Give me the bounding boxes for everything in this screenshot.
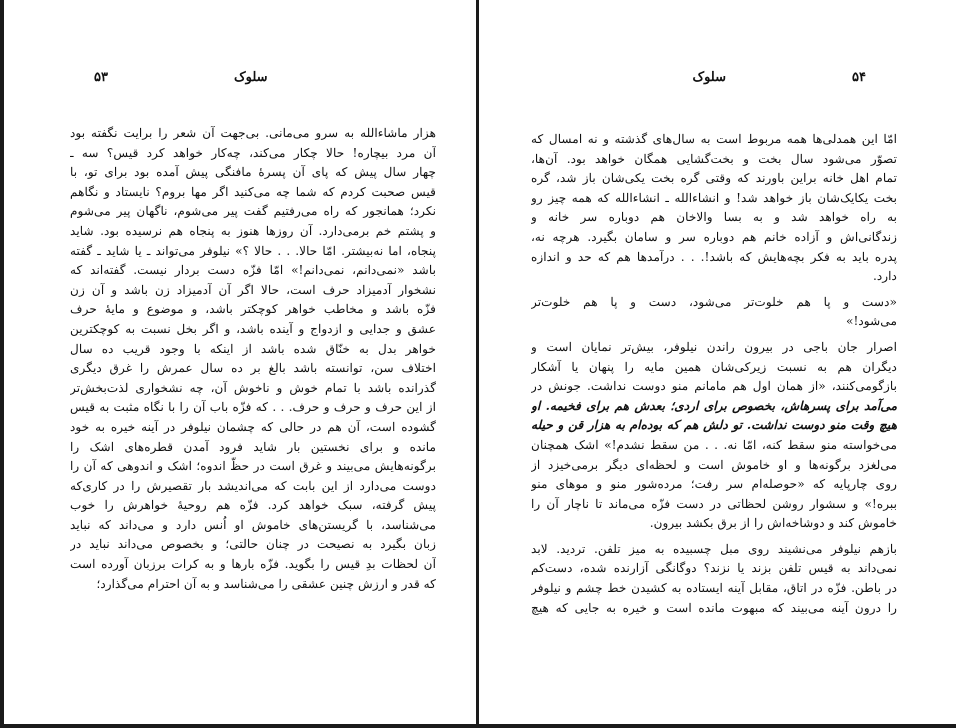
text-line: آن لحظات بدِ قیس را بگوید. فزّه بارها و به کرات برزبان آورده است (70, 557, 436, 572)
text-line: عشق و جدایی و ازدواج و آینده باشد، و اگر بخل نسبت به کوچکترین (70, 321, 436, 336)
text-line: نکرد؛ همانجور که راه می‌رفتیم گفت پیر می‌شوم، ناگهان پیر می‌شوم (70, 204, 436, 219)
text-line: دوست می‌دارد از این بابت که می‌اندیشد بار تقصیرش را در کاری‌که (70, 478, 436, 493)
text-line: که قدر و ارزش چنین عشقی را می‌شناسد و به آن احترام می‌گذارد؛ (96, 576, 436, 591)
left-running-head: سلوک (234, 70, 268, 85)
right-page (479, 0, 956, 724)
text-line: هزار ماشاءالله به سرو می‌مانی. بی‌جهت آن شعر را برایت نگفته بود (70, 126, 436, 140)
text-line: خاموش کند و دوشاخه‌اش را از برق بکشد بیرون. (649, 516, 897, 531)
text-line: ببره!» و سشوار روشن لحظاتی در دست فزّه می‌ماند تا ناچار آن را (531, 496, 897, 511)
text-line: بخت یکایک‌شان باز خواهد شد! و انشاءالله ـ انشاءالله که همه چیز رو (531, 190, 897, 205)
text-line: دیگران هم به نسبت زیرکی‌شان همین مایه را پنهان یا آشکار (531, 359, 897, 374)
text-line: تصوّر می‌شود سال بخت و بخت‌گشایی همگان خواهد بود. آن‌ها، (531, 151, 897, 166)
text-line: چهار سال پیش که پای آن پسرهٔ مافنگی پیش آمده بود برای تو، با (70, 165, 436, 180)
left-page-number: ۵۳ (94, 70, 108, 85)
text-line: می‌خواسته منو سقط کنه، امّا نه. . . من سقط نشدم!» اشک همچنان (531, 437, 897, 452)
right-page-number: ۵۴ (852, 70, 866, 85)
text-line: پدره باید به فکر بچه‌هایش که باشد!. . . درآمدها هم که حد و اندازه (531, 249, 897, 264)
text-line: زبان بگیرد به نصیحت در چنان حالتی؛ و بخصوص می‌داند نباید در (70, 537, 436, 552)
text-line: را درون آینه می‌بیند که مبهوت مانده است و خیره به جایی که هیچ (531, 600, 897, 615)
text-line: «دست و پا هم خلوت‌تر می‌شود، دست و پا هم خلوت‌تر (531, 294, 897, 309)
text-line: نشخوار آدمیزاد حرف است، حالا اگر آن آدمیزاد زن باشد و آن زن (70, 282, 436, 297)
right-running-head: سلوک (692, 70, 726, 85)
text-line: نمی‌داند به قیس تلفن بزند یا نزند؟ دوگانگی آزارنده شده، دست‌کم (531, 561, 897, 576)
text-line: اصرار جان باجی در بیرون راندن نیلوفر، بیش‌تر نمایان است و (531, 339, 897, 354)
text-line: فزّه باشد و مخاطب خواهر کوچکتر باشد، و موضوع و مایهٔ حرف (70, 302, 436, 317)
text-line: برگونه‌هایش می‌بیند و غرق است در حظّ اندوه؛ اشک و اندوهی که آن را (70, 459, 436, 474)
text-line: تمام اهل خانه براین باورند که وقتی گره بخت یکی‌شان باز شد، گره (531, 171, 897, 186)
text-line: پنجاه، اما نه‌بیشتر. امّا حالا. . . حالا ؟» نیلوفر می‌تواند ـ یا شاید ـ گفته (70, 243, 436, 258)
text-line: روی چارپایه که «حوصله‌ام سر رفت؛ مرده‌شور منو و موهای منو (531, 477, 897, 492)
left-page-body (70, 124, 436, 594)
text-line: می‌شود!» (846, 314, 897, 329)
text-line: و پشتم خم برمی‌دارد. آن روزها هنوز به پنجاه هم نرسیده بود. شاید (70, 223, 436, 238)
page-bottom-edge (0, 724, 956, 728)
text-line: پیش گرفته، سبک خواهد کرد. فزّه هم روحیهٔ خواهرش را خوب (70, 498, 436, 513)
text-line: خواهر بدل به خنّاق شده باشد از اینکه با وجود قریب ده سال (70, 341, 436, 356)
text-line: امّا این همدلی‌ها همه مربوط است به سال‌های گذشته و نه امسال که (531, 132, 897, 146)
text-line: باشد «نمی‌دانم، نمی‌دانم!» امّا فزّه دست بردار نیست. گفته‌اند که (70, 263, 436, 278)
text-line: بازگومی‌کنند، «از همان اول هم مامانم منو دوست نداشت. جونش در (531, 379, 897, 394)
text-line: در باطن. فزّه در اتاق، مقابل آینه ایستاده به کشیدن خط چشم و نیلوفر (531, 581, 897, 596)
text-line: آن مرد بیچاره! حالا چکار می‌کند، چه‌کار خواهد کرد قیس؟ سه ـ (70, 145, 436, 160)
text-line: مانده و برای نخستین بار شاید فرود آمدن قطره‌های اشک را (70, 439, 436, 454)
text-line: می‌شناسد، با گریستن‌های خاموش او اُنس دارد و می‌داند که نباید (70, 517, 436, 532)
text-line: دارد. (872, 269, 897, 284)
text-line: زندگانی‌اش و آزاده خانم هم دوباره سر و سامان بگیرد. هرچه نه، (531, 229, 897, 244)
text-line: قیس صحبت کردم که شما چه می‌کنید اگر مها بروم؟ نایستاد و نگاهم (70, 184, 436, 199)
text-line: از این حرف و حرف و حرف. . . که فزّه باب آن را با نگاه مثبت به قیس (70, 400, 436, 415)
text-line-emphasis: می‌آمد برای پسرهاش، بخصوص برای اردی؛ بعدش هم برای فخیمه. او (531, 398, 897, 413)
text-line-emphasis: هیچ وقت منو دوست نداشت. تو دلش هم که بودەام به هزار قن و حیله (531, 418, 897, 433)
text-line: گذرانده باشد با تمام خوش و ناخوش آن، چه نشخواری لذت‌بخش‌تر (70, 380, 436, 395)
text-line: گشوده است، آن هم در حالی که چشمان نیلوفر در آینه خیره به خود (70, 419, 436, 434)
text-line: به راه خواهد شد و به بسا والاخان هم دوباره سر خانه و (531, 210, 897, 225)
text-line: می‌لغزد برگونه‌ها و او خاموش است و لحظه‌ای دیگر برمی‌خیزد از (531, 457, 897, 472)
left-page (4, 0, 476, 724)
text-line: اختلاف سن، توانسته باشد بالغ بر ده سال عمرش را غرق دیگری (70, 361, 436, 376)
right-page-body (531, 130, 897, 618)
text-line: بازهم نیلوفر می‌نشیند روی مبل چسبیده به میز تلفن. تردید. لابد (531, 541, 897, 556)
